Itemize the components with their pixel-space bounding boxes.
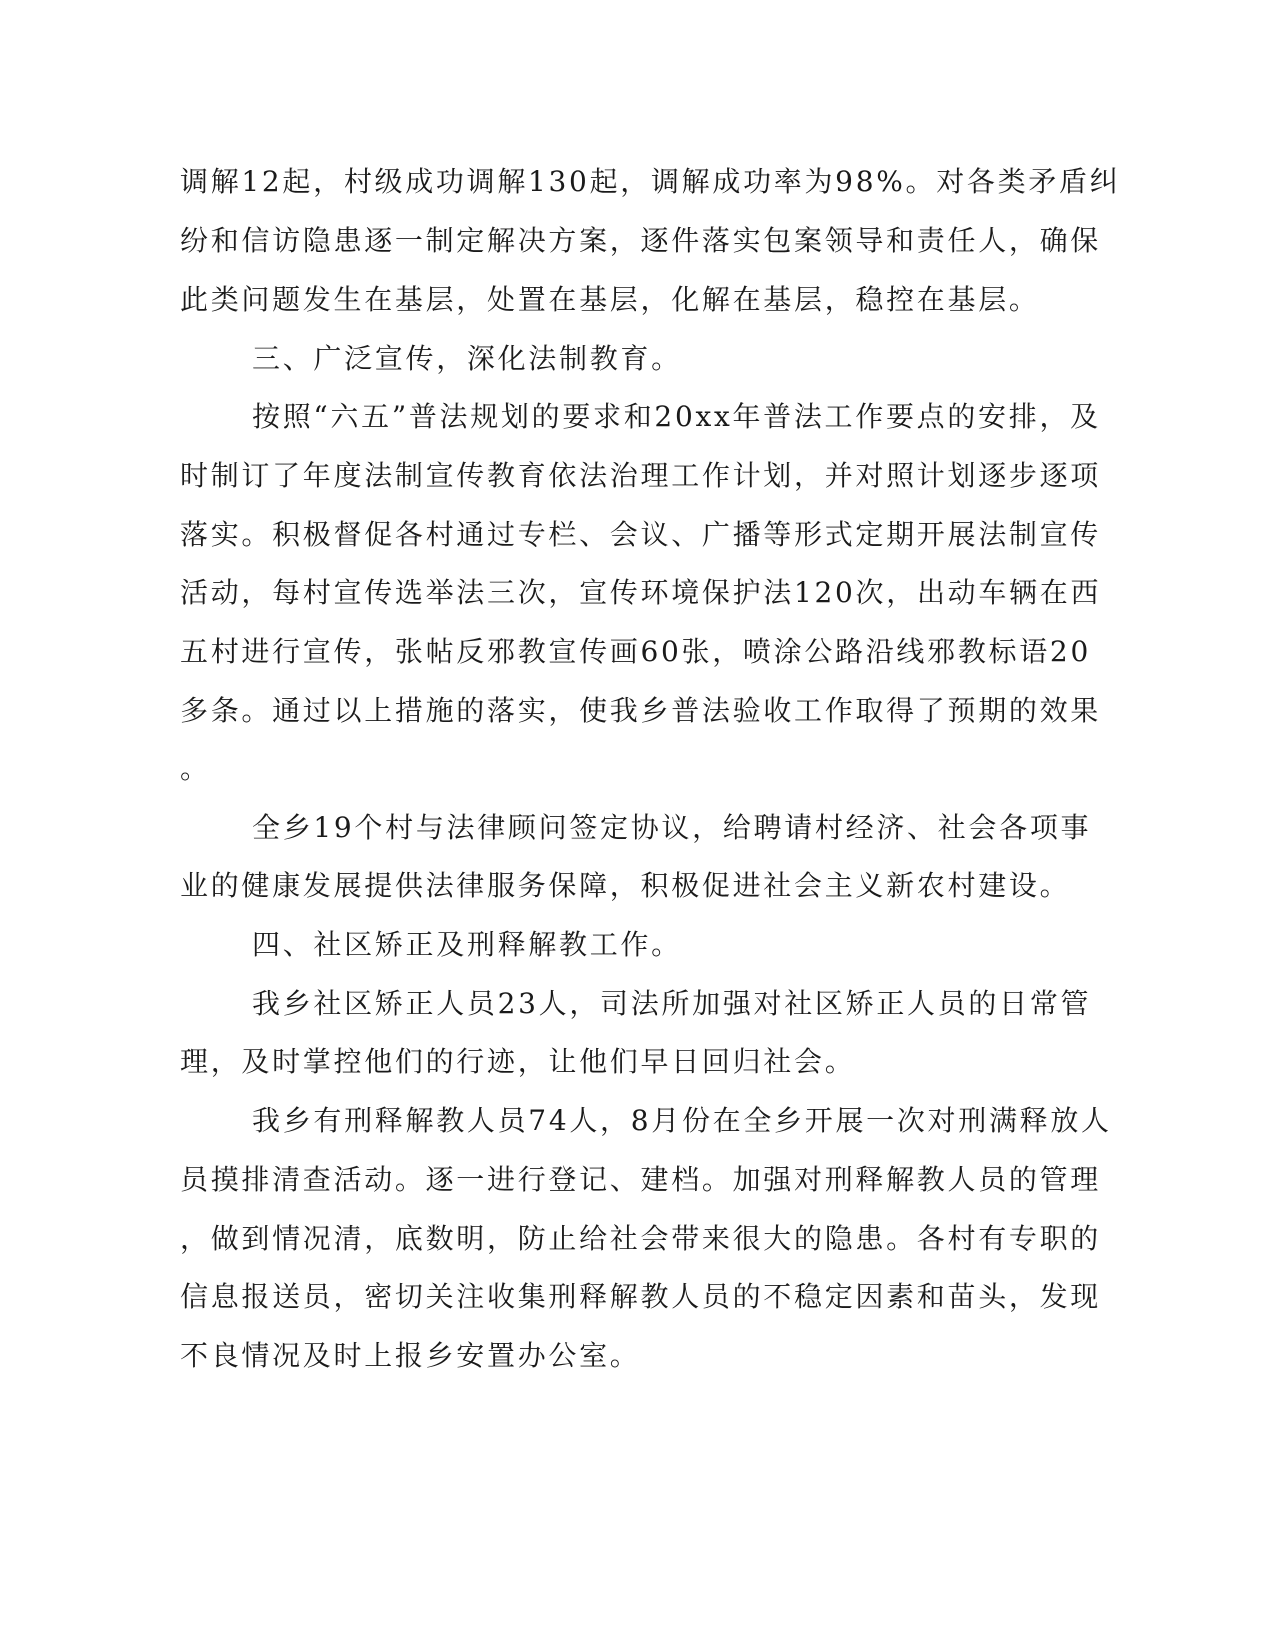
text-line: 落实。积极督促各村通过专栏、会议、广播等形式定期开展法制宣传 — [180, 518, 1102, 551]
text-line: 此类问题发生在基层，处置在基层，化解在基层，稳控在基层。 — [180, 283, 1040, 316]
section-heading: 三、广泛宣传，深化法制教育。 — [252, 342, 682, 375]
text-line: ，做到情况清，底数明，防止给社会带来很大的隐患。各村有专职的 — [180, 1222, 1102, 1255]
text-line: 。 — [180, 752, 211, 785]
text-line: 多条。通过以上措施的落实，使我乡普法验收工作取得了预期的效果 — [180, 694, 1102, 727]
text-line: 不良情况及时上报乡安置办公室。 — [180, 1339, 641, 1372]
text-line: 五村进行宣传，张帖反邪教宣传画60张，喷涂公路沿线邪教标语20 — [180, 635, 1091, 668]
text-line: 我乡社区矫正人员23人，司法所加强对社区矫正人员的日常管 — [252, 987, 1092, 1020]
text-line: 活动，每村宣传选举法三次，宣传环境保护法120次，出动车辆在西 — [180, 576, 1102, 609]
text-line: 全乡19个村与法律顾问签定协议，给聘请村经济、社会各项事 — [252, 811, 1092, 844]
text-line: 按照“六五”普法规划的要求和20xx年普法工作要点的安排，及 — [252, 400, 1101, 433]
text-line: 调解12起，村级成功调解130起，调解成功率为98%。对各类矛盾纠 — [180, 165, 1121, 198]
text-line: 我乡有刑释解教人员74人，8月份在全乡开展一次对刑满释放人 — [252, 1104, 1112, 1137]
text-line: 业的健康发展提供法律服务保障，积极促进社会主义新农村建设。 — [180, 869, 1071, 902]
text-line: 时制订了年度法制宣传教育依法治理工作计划，并对照计划逐步逐项 — [180, 459, 1102, 492]
text-line: 员摸排清查活动。逐一进行登记、建档。加强对刑释解教人员的管理 — [180, 1163, 1102, 1196]
section-heading: 四、社区矫正及刑释解教工作。 — [252, 928, 682, 961]
text-line: 信息报送员，密切关注收集刑释解教人员的不稳定因素和苗头，发现 — [180, 1280, 1102, 1313]
text-line: 理，及时掌控他们的行迹，让他们早日回归社会。 — [180, 1045, 856, 1078]
text-line: 纷和信访隐患逐一制定解决方案，逐件落实包案领导和责任人，确保 — [180, 224, 1102, 257]
